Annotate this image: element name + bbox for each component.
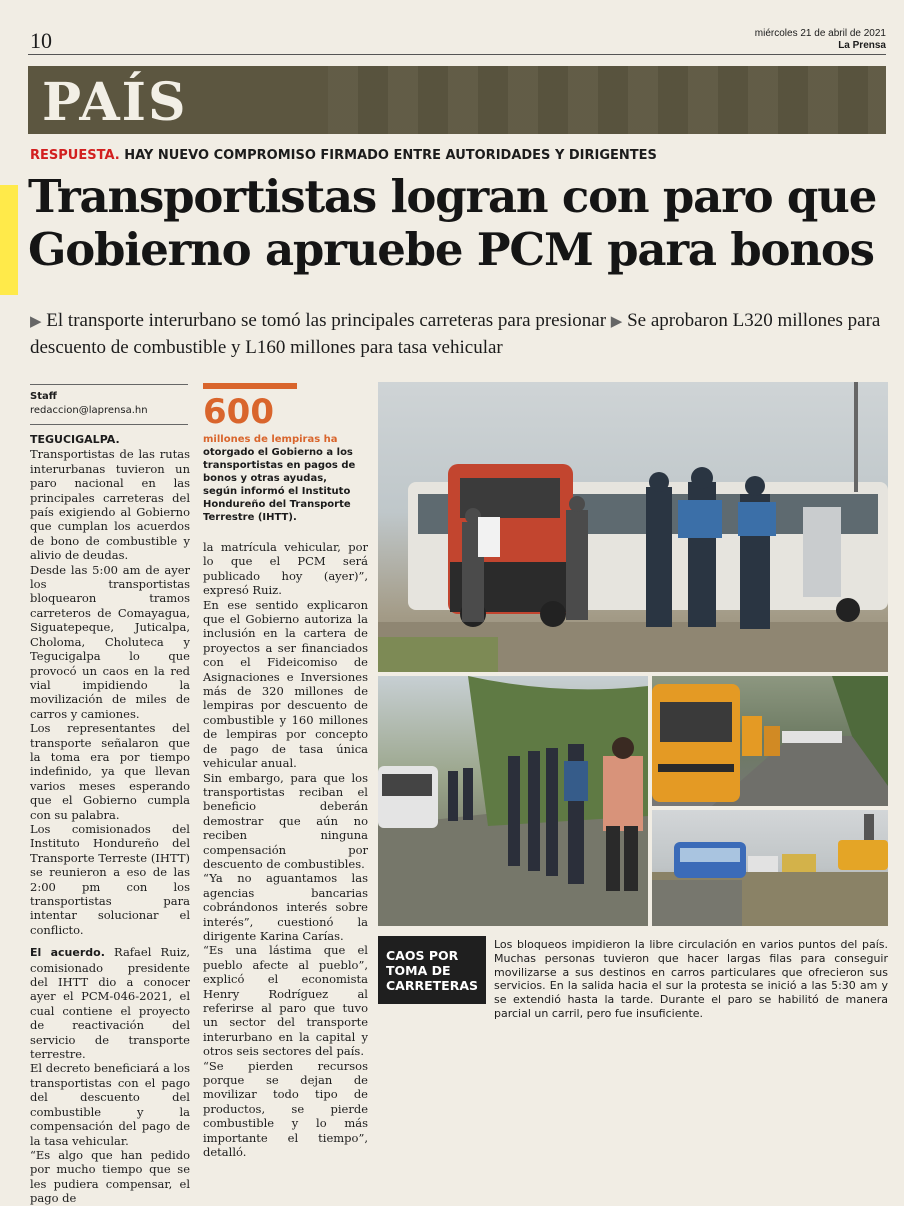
arrow-icon: ▶ bbox=[610, 314, 623, 330]
paragraph: El decreto beneficiará a los transportistas con el pago del descuento del combustible y la compensación del pago de la tasa vehicular. bbox=[30, 1061, 190, 1148]
section-title: PAÍS bbox=[42, 72, 188, 133]
paragraph: Desde las 5:00 am de ayer los transportistas bloquearon tramos carreteros de Comayagua, Siguatepeque, Juticalpa, Choloma, Choluteca y Tegucigalpa lo que provocó un caos en la red vial impidiendo la movilización de miles de carros y camiones. bbox=[30, 562, 190, 721]
stat-accent-bar bbox=[203, 383, 297, 389]
kicker-label: RESPUESTA. bbox=[30, 148, 120, 163]
highlighter-mark bbox=[0, 185, 18, 295]
subdeck-part-1: El transporte interurbano se tomó las principales carreteras para presionar bbox=[46, 310, 607, 331]
paragraph: Rafael Ruiz, comisionado presidente del IHTT dio a conocer ayer el PCM-046-2021, el cual contiene el proyecto de reactivación del servicio de transporte terrestre. bbox=[30, 945, 190, 1062]
dateline bbox=[755, 28, 886, 52]
photo-caption-label: CAOS POR TOMA DE CARRETERAS bbox=[378, 936, 486, 1004]
photo-caption-text: Los bloqueos impidieron la libre circulación en varios puntos del país. Muchas personas tuvieron que hacer largas filas para conseguir movilizarse a sus destinos en carros particulares que ofrecieron sus servicios. En la salida hacia el sur la protesta se inició a las 5:30 am y se extendió hasta la tarde. Durante el paro se habilitó de manera parcial un carril, pero fue insuficiente. bbox=[494, 938, 888, 1020]
subdeck-part-2: Se aprobaron L320 millones para descuento de combustible y L160 millones para tasa vehicular bbox=[30, 310, 881, 358]
arrow-icon: ▶ bbox=[30, 314, 42, 330]
stat-number: 600 bbox=[203, 392, 274, 432]
paragraph: En ese sentido explicaron que el Gobierno autoriza la inclusión en la cartera de proyectos a ser financiados con el Fideicomiso de Asignaciones e Inversiones más de 320 millones de lempiras por descuento de combustible y 160 millones de lempiras por concepto de pago de tasa única vehicular anual. bbox=[203, 597, 368, 771]
page-number: 10 bbox=[30, 28, 52, 53]
headline bbox=[28, 170, 888, 276]
paragraph: Sin embargo, para que los transportistas reciban el beneficio deberán demostrar que aún no reciben ninguna compensación por descuento de combustibles. bbox=[203, 770, 368, 871]
byline-divider bbox=[30, 384, 188, 385]
paragraph: “Es una lástima que el pueblo afecte al pueblo”, explicó el economista Henry Rodríguez al referirse al paro que tuvo un sector del transporte interurbano en la capital y otros seis sectores del país. bbox=[203, 943, 368, 1059]
byline bbox=[30, 390, 148, 418]
stat-caption-highlight: millones de lempiras ha bbox=[203, 434, 338, 445]
publication-date: miércoles 21 de abril de 2021 bbox=[754, 28, 886, 39]
publication-name: La Prensa bbox=[838, 40, 886, 51]
stat-caption-text: otorgado el Gobierno a los transportistas en pagos de bonos y otras ayudas, según informó el Instituto Hondureño del Transporte Terrestre (IHTT). bbox=[203, 447, 356, 523]
byline-email[interactable]: redaccion@laprensa.hn bbox=[30, 405, 148, 416]
photo-buses-highway bbox=[652, 676, 888, 806]
paragraph: “Ya no aguantamos las agencias bancarias cobrándonos interés sobre interés”, cuestionó la dirigente Karina Carías. bbox=[203, 871, 368, 943]
article-column-1 bbox=[30, 432, 190, 1206]
banner-background-image bbox=[328, 66, 888, 134]
byline-divider bbox=[30, 424, 188, 425]
subhead-lead: El acuerdo. bbox=[30, 946, 105, 960]
paragraph: Los representantes del transporte señalaron que la toma era por tiempo indefinido, ya que llevan varios meses esperando que el Gobierno cumpla con su palabra. bbox=[30, 721, 190, 822]
paragraph: Transportistas de las rutas interurbanas tuvieron un paro nacional en las principales carreteras del país exigiendo al Gobierno que cumplan los acuerdos de bono de combustible y alivio de deudas. bbox=[30, 447, 190, 563]
kicker-text: HAY NUEVO COMPROMISO FIRMADO ENTRE AUTORIDADES Y DIRIGENTES bbox=[124, 148, 657, 163]
paragraph: “Se pierden recursos porque se dejan de movilizar todo tipo de productos, se pierde combustible y lo más importante el tiempo”, detalló. bbox=[203, 1058, 368, 1160]
headline-line-2: Gobierno apruebe PCM para bonos bbox=[28, 223, 874, 276]
dateline-lead: TEGUCIGALPA. bbox=[30, 433, 120, 446]
top-divider bbox=[28, 54, 886, 55]
paragraph: la matrícula vehicular, por lo que el PCM será publicado hoy (ayer)”, expresó Ruiz. bbox=[203, 540, 368, 598]
kicker bbox=[30, 148, 657, 163]
byline-author: Staff bbox=[30, 391, 57, 402]
headline-line-1: Transportistas logran con paro que bbox=[28, 170, 877, 223]
paragraph: “Es algo que han pedido por mucho tiempo que se les pudiera compensar, el pago de bbox=[30, 1147, 190, 1206]
subheadline bbox=[30, 308, 890, 360]
paragraph: Los comisionados del Instituto Hondureño del Transporte Terreste (IHTT) se reunieron a eso de las 2:00 pm con los transportistas para intentar solucionar el conflicto. bbox=[30, 821, 190, 937]
article-column-2 bbox=[203, 540, 368, 1159]
main-photo-roadblock bbox=[378, 382, 888, 672]
stat-caption bbox=[203, 433, 363, 524]
photo-people-queue bbox=[378, 676, 648, 926]
section-banner bbox=[28, 66, 886, 134]
photo-vehicle-line bbox=[652, 810, 888, 926]
